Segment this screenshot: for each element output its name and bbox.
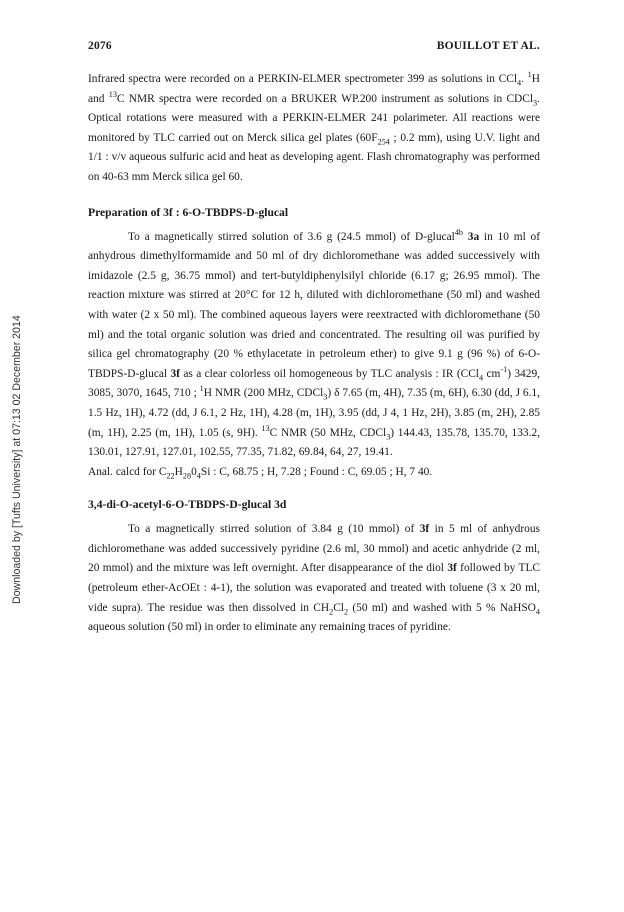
section-heading-3d: 3,4-di-O-acetyl-6-O-TBDPS-D-glucal 3d: [88, 498, 287, 512]
s2-bold-a: 3f: [419, 523, 430, 536]
s1-text-g: C NMR (50 MHz, CDCl: [269, 426, 387, 439]
section-heading-3f: Preparation of 3f : 6-O-TBDPS-D-glucal: [88, 205, 289, 219]
s2-text-c2: Cl: [333, 601, 344, 614]
anal-sub-1: 22: [166, 470, 175, 480]
anal-sub-3: 4: [196, 470, 201, 480]
s1-text-e: H NMR (200 MHz, CDCl: [203, 387, 324, 400]
s2-text-d: (50 ml) and washed with 5 % NaHSO: [348, 601, 536, 614]
s1-text-h: ) 144.43, 135.78, 135.70, 133.2, 130.01, 127.91, 127.01, 102.55, 77.35, 71.82, 69.84, 64, 27, 19.41.: [88, 426, 540, 459]
running-header: [88, 40, 540, 52]
s2-text-e: aqueous solution (50 ml) in order to eliminate any remaining traces of pyridine.: [88, 621, 451, 634]
s2-text-c: followed by TLC (petroleum ether-AcOEt : 4-1), the solution was evaporated and treated with toluene (3 x 20 ml, vide supra). The residue was then dissolved in CH: [88, 562, 540, 614]
s1-bold-b: 3f: [170, 367, 180, 380]
intro-paragraph: [88, 70, 540, 188]
s1-sub-g: 3: [386, 431, 391, 441]
s1-sub-e: 3: [323, 392, 328, 402]
s1-sup-f: 13: [261, 423, 270, 433]
s1-text-c: as a clear colorless oil homogeneous by TLC analysis : IR (CCl: [179, 367, 479, 380]
anal-text-a: Anal. calcd for C: [88, 465, 167, 478]
s2-text-a: To a magnetically stirred solution of 3.84 g (10 mmol) of: [128, 523, 420, 536]
s1-sup-c: -1: [500, 364, 508, 374]
intro-text-1: Infrared spectra were recorded on a PERKIN-ELMER spectrometer 399 as solutions in CCl: [88, 73, 518, 85]
anal-text-d: Si : C, 68.75 ; H, 7.28 ; Found : C, 69.05 ; H, 7 40.: [200, 465, 433, 478]
anal-text-c: 0: [191, 465, 197, 478]
elemental-analysis: [88, 463, 540, 483]
intro-sub-3: 254: [377, 137, 390, 147]
intro-text-6: ; 0.2 mm), using U.V. light and 1/1 : v/v aqueous sulfuric acid and heat as developing agent. Flash chromatography was performed on 40-63 mm Merck silica gel 60.: [88, 131, 540, 183]
s2-text-b: in 5 ml of anhydrous dichloromethane was added successively pyridine (2.6 ml, 30 mmol) and acetic anhydride (2 ml, 20 mmol) and the mixture was left overnight. After disappearance of the diol: [88, 523, 540, 575]
section-3d-paragraph: [88, 520, 540, 638]
s2-sub-c2: 2: [343, 606, 349, 616]
s2-bold-b: 3f: [447, 562, 457, 575]
s1-text-f: ) δ 7.65 (m, 4H), 7.35 (m, 6H), 6.30 (dd, J 6.1, 1.5 Hz, 1H), 4.72 (dd, J 6.1, 2 Hz, 1H), 4.28 (m, 1H), 3.95 (dd, J 4, 1 Hz, 2H), 3.85 (m, 2H), 2.85 (m, 1H), 2.25 (m, 1H), 1.05 (s, 9H).: [88, 387, 540, 439]
intro-sup-1: 1: [527, 70, 532, 80]
intro-text-4: C NMR spectra were recorded on a BRUKER WP.200 instrument as solutions in CDCl: [116, 92, 534, 105]
running-title: BOUILLOT ET AL.: [436, 40, 540, 52]
download-watermark: Downloaded by [Tufts University] at 07:13 02 December 2014: [11, 315, 23, 605]
intro-sub-1: 4: [517, 78, 522, 88]
s1-text-c2: cm: [483, 367, 501, 380]
s2-sub-c1: 2: [329, 606, 334, 616]
intro-text-5: . Optical rotations were measured with a PERKIN-ELMER 241 polarimeter. All reactions were monitored by TLC carried out on Merck silica gel plates (60F: [88, 92, 540, 144]
intro-sup-2: 13: [108, 89, 117, 99]
s1-text-d: ) 3429, 3085, 3070, 1645, 710 ;: [88, 367, 540, 400]
s1-sub-c: 4: [478, 373, 484, 382]
section-3f-paragraph: [88, 228, 540, 463]
intro-text-3: H and: [88, 73, 540, 105]
anal-text-b: H: [174, 465, 183, 478]
s2-sub-d: 4: [535, 606, 540, 616]
s1-sup-a: 4b: [454, 227, 464, 237]
intro-text-2: .: [521, 73, 528, 85]
s1-text-b: in 10 ml of anhydrous dimethylformamide and 50 ml of dry dichloromethane was added successively with imidazole (2.5 g, 36.75 mmol) and tert-butyldiphenylsilyl chloride (6.17 g; 26.95 mmol). The reaction mixture was stirred at 20°C for 12 h, diluted with dichloromethane (50 ml) and washed with water (2 x 50 ml). The combined aqueous layers were reextracted with dichloromethane (50 ml) and the total organic solution was dried and concentrated. The resulting oil was purified by silica gel chromatography (20 % ethylacetate in petroleum ether) to give 9.1 g (96 %) of 6-O-TBDPS-D-glucal: [88, 230, 540, 380]
page-number: 2076: [88, 40, 112, 52]
s1-sup-d: 1: [199, 384, 204, 394]
intro-sub-2: 3: [533, 97, 538, 107]
s1-bold-a: 3a: [463, 230, 480, 243]
page-content: [88, 40, 540, 638]
anal-sub-2: 28: [182, 470, 192, 480]
s1-text-a: To a magnetically stirred solution of 3.6 g (24.5 mmol) of D-glucal: [128, 230, 455, 243]
